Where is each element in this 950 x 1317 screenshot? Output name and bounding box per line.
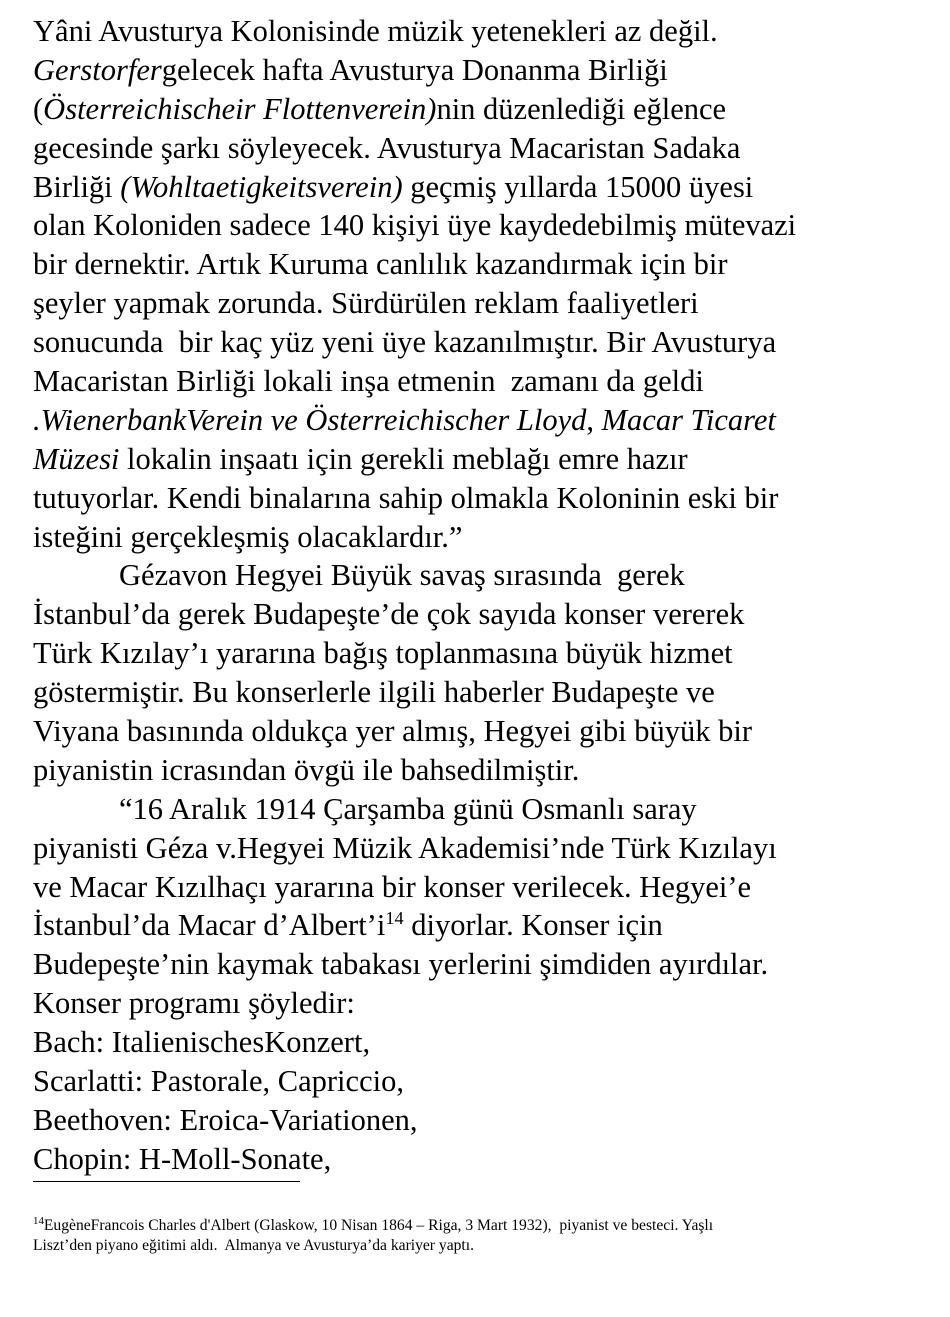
text-run: piyanisti Géza v.Hegyei Müzik Akademisi’nde Türk Kızılayı [33,830,777,865]
text-run: piyanistin icrasından övgü ile bahsedilmiştir. [33,752,580,787]
text-run: lokalin inşaatı için gerekli meblağı emre hazır [119,441,688,476]
program-item [33,1140,913,1179]
text-line [33,206,913,245]
text-run: Macaristan Birliği lokali inşa etmenin zamanı da geldi [33,364,704,399]
text-line [33,673,913,712]
text-run: Beethoven: Eroica-Variationen, [33,1102,418,1137]
text-line [33,12,913,51]
text-run: bir dernektir. Artık Kuruma canlılık kazandırmak için bir [33,247,728,282]
text-line [33,362,913,401]
italic-term: .WienerbankVerein ve Österreichischer Lloyd [33,402,587,437]
text-run: Türk Kızılay’ı yararına bağış toplanmasına büyük hizmet [33,636,733,671]
text-line [33,906,913,945]
text-line [33,168,913,207]
text-run: şeyler yapmak zorunda. Sürdürülen reklam faaliyetleri [33,286,699,321]
footnote-line [33,1216,913,1236]
footnote-text: Liszt’den piyano eğitimi aldı. Almanya ve Avusturya’da kariyer yaptı. [33,1237,474,1254]
text-run: gecesinde şarkı söyleyecek. Avusturya Macaristan Sadaka [33,130,741,165]
text-run: geçmiş yıllarda 15000 üyesi [402,169,754,204]
italic-term: Gerstorfer [33,52,162,87]
footnote-reference[interactable]: 14 [385,908,404,929]
text-run: ( [33,91,44,126]
text-run: Viyana basınında oldukça yer almış, Hegyei gibi büyük bir [33,714,752,749]
text-line [33,829,913,868]
text-run: Yâni Avusturya Kolonisinde müzik yetenekleri az değil. [33,14,718,48]
text-line [33,518,913,557]
text-line [33,90,913,129]
program-item [33,1023,913,1062]
text-line [33,245,913,284]
text-line [33,284,913,323]
text-line [33,945,913,984]
text-run: sonucunda bir kaç yüz yeni üye kazanılmıştır. Bir Avusturya [33,325,777,360]
italic-term: Österreichischeir Flottenverein) [43,91,437,126]
document-body [33,12,913,1179]
text-run: İstanbul’da gerek Budapeşte’de çok sayıda konser vererek [33,597,745,632]
footnote-separator [33,1181,300,1182]
footnote [33,1216,913,1256]
text-run: ve Macar Kızılhaçı yararına bir konser verilecek. Hegyei’e [33,869,752,904]
text-line [33,751,913,790]
text-run: gelecek hafta Avusturya Donanma Birliği [161,52,668,87]
text-line [33,868,913,907]
text-run: isteğini gerçekleşmiş olacaklardır.” [33,519,463,554]
text-line [33,595,913,634]
footnote-line [33,1236,913,1256]
italic-term: (Wohltaetigkeitsverein) [120,169,403,204]
footnote-marker: 14 [33,1214,44,1227]
footnote-text: EugèneFrancois Charles d'Albert (Glaskow, 10 Nisan 1864 – Riga, 3 Mart 1932), piyanist ve besteci. Yaşlı [43,1217,714,1234]
text-run: “16 Aralık 1914 Çarşamba günü Osmanlı saray [119,791,697,826]
italic-term: Macar Ticaret [601,402,776,437]
text-line [33,129,913,168]
text-run: tutuyorlar. Kendi binalarına sahip olmakla Koloninin eski bir [33,480,779,515]
text-run: Scarlatti: Pastorale, Capriccio, [33,1064,404,1099]
text-line [33,634,913,673]
text-run: olan Koloniden sadece 140 kişiyi üye kaydedebilmiş mütevazi [33,208,797,243]
text-run: nin düzenlediği eğlence [436,91,727,126]
program-item [33,1062,913,1101]
text-line [33,401,913,440]
text-line [33,712,913,751]
text-run: göstermiştir. Bu konserlerle ilgili haberler Budapeşte ve [33,675,715,710]
text-line [33,984,913,1023]
text-run: Konser programı şöyledir: [33,986,355,1021]
italic-term: Müzesi [33,441,120,476]
paragraph-first-line [33,790,913,829]
text-line [33,323,913,362]
paragraph-first-line [33,556,913,595]
text-run: Bach: ItalienischesKonzert, [33,1025,371,1060]
program-item [33,1101,913,1140]
text-run: diyorlar. Konser için [403,908,663,943]
text-line [33,479,913,518]
text-line [33,440,913,479]
text-run: İstanbul’da Macar d’Albert’i [33,908,386,943]
text-line [33,51,913,90]
text-run: Budepeşte’nin kaymak tabakası yerlerini şimdiden ayırdılar. [33,947,769,982]
text-run: Gézavon Hegyei Büyük savaş sırasında gerek [119,558,685,593]
text-run: Birliği [33,169,121,204]
text-run: , [586,402,602,437]
text-run: Chopin: H-Moll-Sonate, [33,1141,332,1176]
